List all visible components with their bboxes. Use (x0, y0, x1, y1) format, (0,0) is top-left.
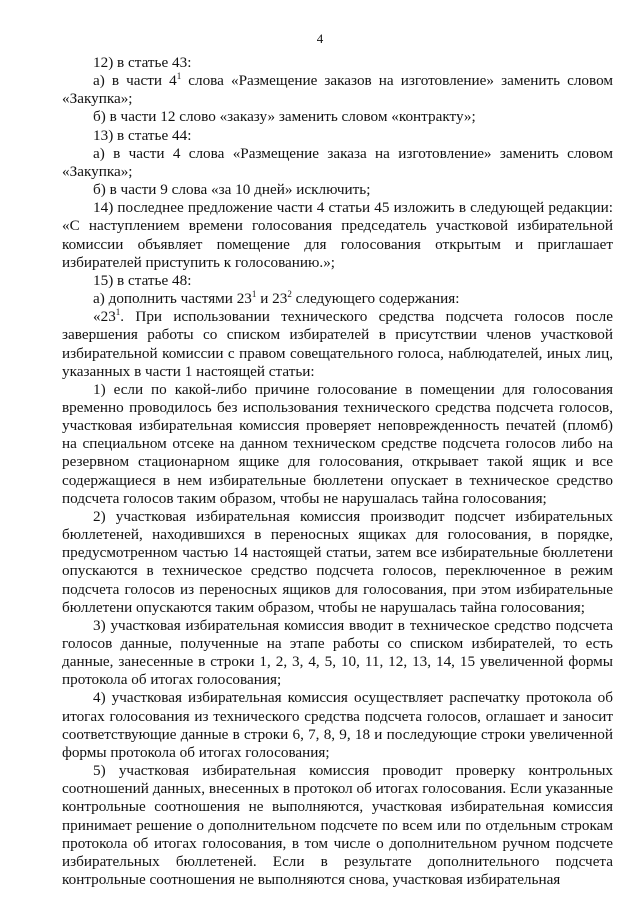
text-run: 5) участковая избирательная комиссия проводит проверку контрольных соотношений данных, внесенных в протокол об итогах голосования. Если указанные контрольные соотношения не выполняются, участковая избирательная комиссия принимает решение о дополнительном подсчете по всем или по отдельным строкам протокола об итогах голосования, в том числе о дополнительном ручном подсчете избирательных бюллетеней. Если в результате дополнительного подсчета контрольные соотношения не выполняются снова, участковая избирательная (62, 762, 613, 889)
paragraph-p15 (62, 762, 613, 889)
text-run: 4) участковая избирательная комиссия осуществляет распечатку протокола об итогах голосования из технического средства подсчета голосов, оглашает и заносит соответствующие данные в строки 6, 7, 8, 9, 18 и последующие строки увеличенной формы протокола об итогах голосования; (62, 689, 613, 761)
superscript: 1 (251, 289, 257, 300)
page-number: 4 (316, 31, 324, 46)
text-run: и 23 (256, 290, 288, 308)
paragraph-p13 (62, 617, 613, 690)
paragraph-p06 (62, 181, 613, 199)
text-run: следующего содержания: (291, 290, 460, 308)
superscript: 1 (176, 71, 182, 82)
paragraph-p12 (62, 508, 613, 617)
paragraph-p09 (62, 290, 613, 308)
text-run: а) в части 4 слова «Размещение заказа на изготовление» заменить словом «Закупка»; (62, 144, 613, 180)
text-run: «23 (93, 308, 116, 326)
text-run: а) в части 4 (93, 72, 177, 90)
superscript: 2 (287, 289, 292, 300)
paragraph-p01 (62, 54, 613, 72)
text-run: 14) последнее предложение части 4 статьи 45 изложить в следующей редакции: «С наступлением времени голосования председатель участковой избирательной комиссии объявляет помещение для голосования открытым и приглашает избирателей приступить к голосованию.»; (62, 199, 613, 271)
text-run: 15) в статье 48: (93, 271, 192, 289)
text-run: б) в части 9 слова «за 10 дней» исключить; (93, 181, 371, 199)
text-run: а) дополнить частями 23 (93, 290, 252, 308)
paragraph-p03 (62, 108, 613, 126)
paragraph-p02 (62, 72, 613, 108)
paragraph-p05 (62, 145, 613, 181)
paragraph-p10 (62, 308, 613, 381)
text-run: 2) участковая избирательная комиссия производит подсчет избирательных бюллетеней, находившихся в переносных ящиках для голосования, в порядке, предусмотренном частью 14 настоящей статьи, затем все избирательные бюллетени опускаются в техническое средство подсчета голосов, переключенное в режим подсчета голосов из переносных ящиков для голосования, при этом избирательные бюллетени опускаются таким образом, чтобы не нарушалась тайна голосования; (62, 507, 613, 616)
paragraph-p04 (62, 127, 613, 145)
document-body (62, 54, 613, 889)
text-run: . При использовании технического средства подсчета голосов после завершения работы со списком избирателей в присутствии членов участковой избирательной комиссии с правом совещательного голоса, наблюдателей, иных лиц, указанных в части 1 настоящей статьи: (62, 308, 613, 380)
text-run: слова «Размещение заказов на изготовление» заменить словом «Закупка»; (62, 72, 613, 108)
text-run: 13) в статье 44: (93, 126, 192, 144)
text-run: 3) участковая избирательная комиссия вводит в техническое средство подсчета голосов данные, полученные на этапе работы со списком избирателей, то есть данные, занесенные в строки 1, 2, 3, 4, 5, 10, 11, 12, 13, 14, 15 увеличенной формы протокола об итогах голосования; (62, 616, 613, 689)
paragraph-p11 (62, 381, 613, 508)
paragraph-p07 (62, 199, 613, 272)
text-run: 12) в статье 43: (93, 54, 192, 71)
paragraph-p14 (62, 689, 613, 762)
text-run: б) в части 12 слово «заказу» заменить словом «контракту»; (93, 108, 476, 126)
paragraph-p08 (62, 272, 613, 290)
superscript: 1 (115, 307, 121, 318)
text-run: 1) если по какой-либо причине голосование в помещении для голосования временно проводилось без использования технического средства подсчета голосов, участковая избирательная комиссия проверяет неповрежденность печатей (пломб) на специальном отсеке на данном техническом средстве подсчета голосов либо на резервном стационарном ящике для голосования, открывает такой ящик и все содержащиеся в нем избирательные бюллетени опускает в техническое средство подсчета голосов таким образом, чтобы не нарушалась тайна голосования; (62, 380, 613, 507)
